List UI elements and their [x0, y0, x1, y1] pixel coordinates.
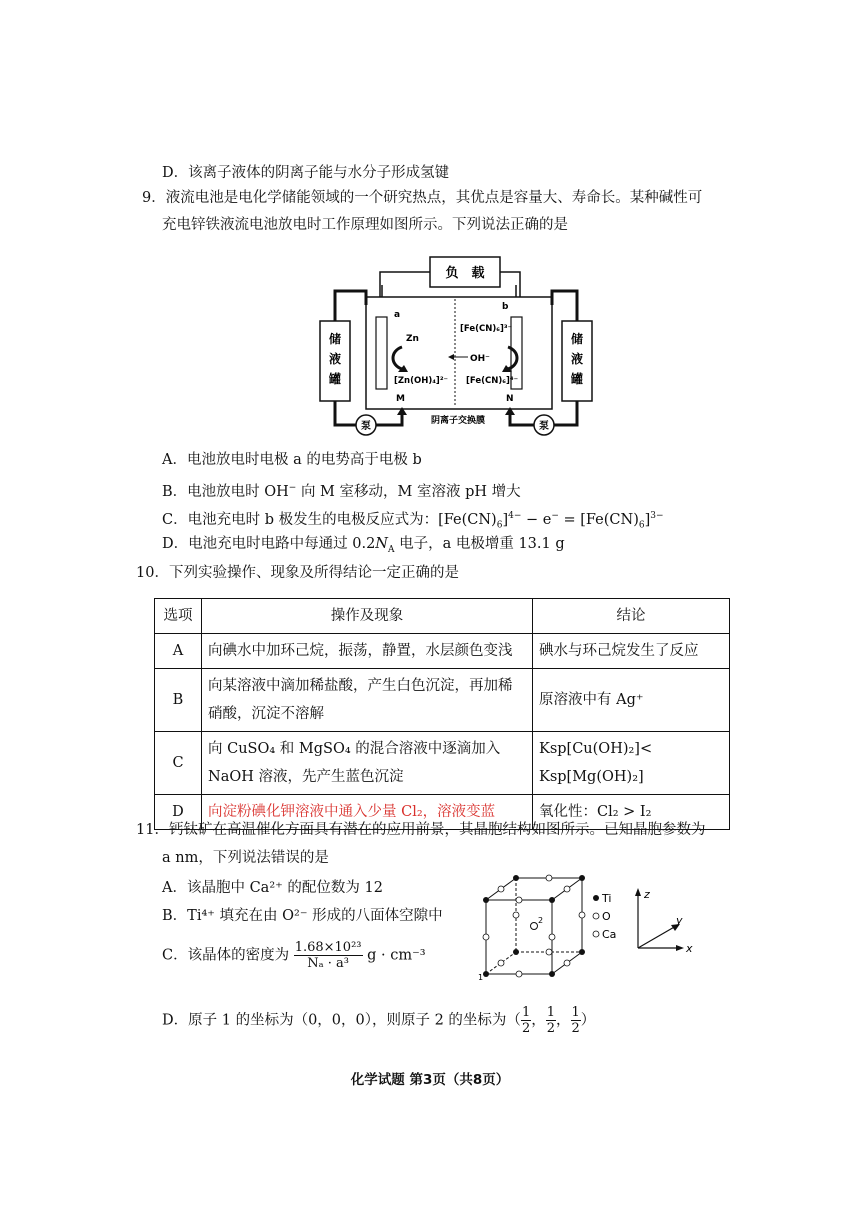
svg-text:OH⁻: OH⁻	[470, 354, 490, 364]
q9-stem-line2: 充电锌铁液流电池放电时工作原理如图所示。下列说法正确的是	[162, 217, 568, 233]
table-header-row: 选项 操作及现象 结论	[155, 599, 730, 634]
svg-text:Ca: Ca	[602, 928, 617, 941]
q9-option-d: D．电池充电时电路中每通过 $0.2N_A$ 电子，a 电极增重 13.1 g	[162, 536, 565, 555]
page-footer: 化学试题 第3页（共8页）	[350, 1072, 510, 1088]
svg-text:[Zn(OH)₄]²⁻: [Zn(OH)₄]²⁻	[394, 376, 449, 386]
perovskite-unit-cell-diagram	[470, 868, 700, 986]
svg-text:[Fe(CN)₆]³⁻: [Fe(CN)₆]³⁻	[460, 324, 513, 334]
svg-text:x: x	[686, 942, 693, 955]
table-row: B 向某溶液中滴加稀盐酸，产生白色沉淀，再加稀硝酸，沉淀不溶解 原溶液中有 Ag⁺	[155, 669, 730, 732]
svg-text:O: O	[602, 910, 611, 923]
svg-text:N: N	[506, 394, 514, 404]
svg-text:1: 1	[478, 973, 484, 982]
q11-stem-line1: 11．钙钛矿在高温催化方面具有潜在的应用前景，其晶胞结构如图所示。已知晶胞参数为	[136, 822, 706, 838]
q11-option-d: D．原子 1 的坐标为（0，0，0），则原子 2 的坐标为（ $\frac{1}{2}$ ， $\frac{1}{2}$ ， $\frac{1}{2}$ ）	[162, 1005, 596, 1036]
q9-stem-line1: 9．液流电池是电化学储能领域的一个研究热点，其优点是容量大、寿命长。某种碱性可	[142, 190, 703, 206]
q11-option-c: C．该晶体的密度为 $\frac{\text{1.68×10²³}}{\text{Nₐ · a³}}$ g · cm⁻³	[162, 940, 426, 971]
svg-text:储: 储	[328, 332, 342, 346]
q10-table	[154, 598, 730, 830]
svg-text:泵: 泵	[361, 421, 371, 432]
q11-stem-line2: a nm，下列说法错误的是	[162, 850, 329, 866]
q9-option-b: B．电池放电时 OH− 向 M 室移动，M 室溶液 pH 增大	[162, 483, 521, 500]
svg-text:M: M	[396, 394, 405, 404]
svg-text:z: z	[644, 888, 650, 901]
density-fraction: $\frac{\text{1.68×10²³}}{\text{Nₐ · a³}}$	[294, 940, 362, 971]
svg-text:Zn: Zn	[406, 334, 419, 344]
svg-text:a: a	[394, 310, 401, 320]
svg-text:泵: 泵	[539, 421, 549, 432]
q9-option-a: A．电池放电时电极 a 的电势高于电极 b	[162, 452, 422, 468]
svg-text:罐: 罐	[328, 372, 342, 386]
svg-text:罐: 罐	[570, 372, 584, 386]
q8-option-d: D．该离子液体的阴离子能与水分子形成氢键	[162, 165, 450, 181]
table-row: C 向 CuSO₄ 和 MgSO₄ 的混合溶液中逐滴加入 NaOH 溶液，先产生蓝色沉淀 Ksp[Cu(OH)₂]< Ksp[Mg(OH)₂]	[155, 732, 730, 795]
svg-text:液: 液	[328, 352, 342, 366]
table-row: A 向碘水中加环己烷，振荡，静置，水层颜色变浅 碘水与环己烷发生了反应	[155, 634, 730, 669]
q11-option-a: A．该晶胞中 Ca²⁺ 的配位数为 12	[162, 880, 383, 896]
q11-option-b: B．Ti⁴⁺ 填充在由 O²⁻ 形成的八面体空隙中	[162, 908, 443, 924]
svg-text:y: y	[676, 914, 683, 927]
svg-text:b: b	[502, 302, 509, 312]
load-label: 负 载	[445, 266, 485, 281]
svg-text:[Fe(CN)₆]⁴⁻: [Fe(CN)₆]⁴⁻	[466, 376, 519, 386]
table-row: D 向淀粉碘化钾溶液中通入少量 Cl₂，溶液变蓝 氧化性：Cl₂ > I₂	[155, 795, 730, 830]
svg-text:Ti: Ti	[602, 892, 612, 905]
svg-text:阴离子交换膜: 阴离子交换膜	[430, 416, 486, 426]
q10-stem: 10．下列实验操作、现象及所得结论一定正确的是	[136, 565, 459, 581]
svg-text:2: 2	[538, 916, 544, 925]
svg-text:液: 液	[570, 352, 584, 366]
electrode-a	[376, 317, 387, 389]
q9-option-c: C．电池充电时 b 极发生的电极反应式为：$[Fe(CN)_6]^{4-} - e^- = [Fe(CN)_6]^{3-}$	[162, 511, 664, 531]
svg-text:储: 储	[570, 332, 584, 346]
flow-battery-diagram	[310, 255, 600, 443]
